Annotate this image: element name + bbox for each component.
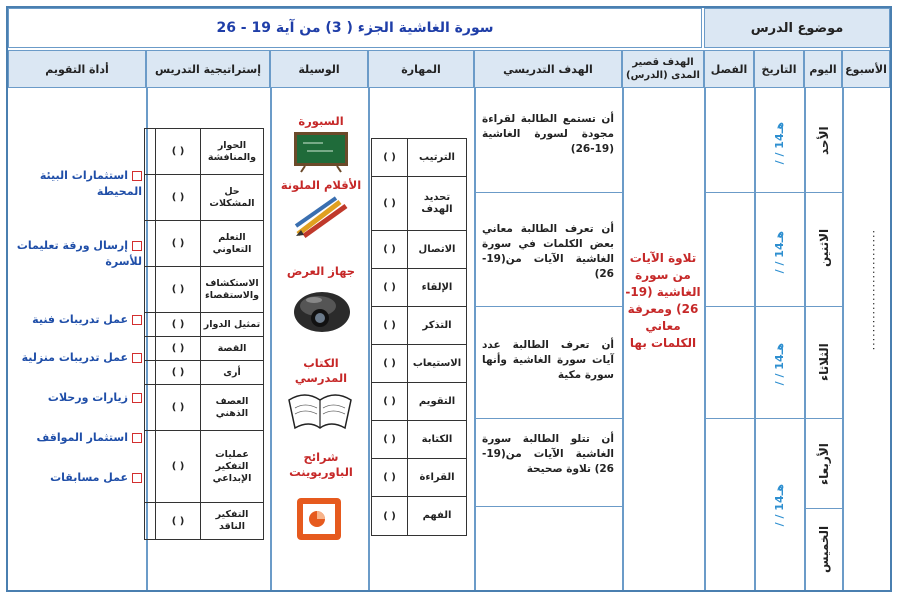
strategy-label: العصف الذهني xyxy=(200,385,263,430)
header-skill: المهارة xyxy=(368,50,474,88)
day-monday: الاثنين xyxy=(817,228,831,268)
skill-checkbox[interactable]: ( ) xyxy=(383,472,396,483)
goal-divider xyxy=(474,306,622,307)
lesson-title: سورة الغاشية الجزء ( 3) من آية 19 - 26 xyxy=(8,8,702,48)
skill-row xyxy=(372,345,466,383)
header-week: الأسبوع xyxy=(842,50,890,88)
skill-label: الإلقاء xyxy=(407,269,466,306)
strategy-label: التفكير الناقد xyxy=(200,503,263,539)
strategy-row xyxy=(145,221,263,267)
checkbox-icon[interactable] xyxy=(132,171,142,181)
date-value: / / 14هـ xyxy=(772,483,786,527)
strategy-row xyxy=(145,175,263,221)
goal-divider xyxy=(474,192,622,193)
evaluation-item[interactable] xyxy=(14,238,142,270)
evaluation-label: عمل مسابقات xyxy=(50,471,128,484)
strategy-checkbox[interactable]: ( ) xyxy=(155,503,200,539)
teaching-goal-3: أن تعرف الطالبة عدد آيات سورة الغاشية وأنها سورة مكية xyxy=(482,339,614,381)
skill-checkbox[interactable]: ( ) xyxy=(383,510,396,522)
teaching-goal-4: أن تتلو الطالبة سورة الغاشية الآيات من(19-26) تلاوة صحيحة xyxy=(482,433,614,475)
strategy-checkbox[interactable]: ( ) xyxy=(155,221,200,266)
short-goal-text: تلاوة الآيات من سورة الغاشية (19-26) ومعرفة معاني الكلمات بها xyxy=(625,251,701,350)
strategy-label: الاستكشاف والاستقصاء xyxy=(200,267,263,312)
strategy-checkbox[interactable]: ( ) xyxy=(155,175,200,220)
evaluation-label: استثمارات البيئة المحيطة xyxy=(39,169,142,198)
date-value: / / 14هـ xyxy=(772,230,786,274)
header-day: اليوم xyxy=(804,50,842,88)
checkbox-icon[interactable] xyxy=(132,353,142,363)
chalkboard-icon xyxy=(293,131,349,173)
skill-label: التقويم xyxy=(407,383,466,420)
skill-row xyxy=(372,139,466,177)
evaluation-item[interactable] xyxy=(14,390,142,406)
day-divider xyxy=(704,306,842,307)
checkbox-icon[interactable] xyxy=(132,393,142,403)
skill-label: الاستيعاب xyxy=(407,345,466,382)
day-divider xyxy=(704,192,842,193)
powerpoint-icon xyxy=(295,494,345,544)
strategy-checkbox[interactable]: ( ) xyxy=(155,313,200,336)
date-field xyxy=(754,204,804,300)
grid-line xyxy=(270,88,272,590)
skill-label: الاتصال xyxy=(407,231,466,268)
teaching-goal-2: أن تعرف الطالبة معاني بعض الكلمات في سورة الغاشية الآيات من(19-26) xyxy=(482,223,614,280)
evaluation-label: زيارات ورحلات xyxy=(47,391,128,404)
evaluation-label: إرسال ورقة تعليمات للأسرة xyxy=(16,239,142,268)
projector-icon xyxy=(290,282,354,336)
skill-checkbox[interactable]: ( ) xyxy=(383,396,396,407)
header-short-goal: الهدف قصير المدى (الدرس) xyxy=(622,50,704,88)
skill-row xyxy=(372,459,466,497)
evaluation-label: عمل تدريبات فنية xyxy=(32,313,128,326)
skill-label: الكتابة xyxy=(407,421,466,458)
skill-checkbox[interactable]: ( ) xyxy=(383,358,396,369)
day-divider xyxy=(704,418,842,419)
tool-textbook-label: الكتاب المدرسي xyxy=(294,356,348,385)
skill-label: الترتيب xyxy=(407,139,466,176)
strategy-checkbox[interactable]: ( ) xyxy=(155,385,200,430)
checkbox-icon[interactable] xyxy=(132,473,142,483)
strategy-label: القصة xyxy=(200,337,263,360)
strategy-label: الحوار والمنافشة xyxy=(200,129,263,174)
skill-checkbox[interactable]: ( ) xyxy=(383,434,396,445)
tool-pens-label: الأقلام الملونة xyxy=(280,178,362,192)
strategy-row xyxy=(145,337,263,361)
colored-pencils-icon xyxy=(292,196,352,238)
grid-line xyxy=(368,88,370,590)
evaluation-item[interactable] xyxy=(14,168,142,200)
skill-row xyxy=(372,177,466,231)
strategy-label: أرى xyxy=(200,361,263,384)
evaluation-label: استثمار المواقف xyxy=(36,431,128,444)
day-sunday: الأحد xyxy=(817,126,831,156)
header-date: التاريخ xyxy=(754,50,804,88)
grid-line xyxy=(704,88,706,590)
header-class: الفصل xyxy=(704,50,754,88)
evaluation-item[interactable] xyxy=(14,350,142,366)
skill-checkbox[interactable]: ( ) xyxy=(383,320,396,331)
strategy-label: حل المشكلات xyxy=(200,175,263,220)
date-field xyxy=(754,430,804,580)
skill-row xyxy=(372,307,466,345)
skill-label: القراءة xyxy=(407,459,466,496)
strategy-checkbox[interactable]: ( ) xyxy=(155,337,200,360)
skill-row xyxy=(372,383,466,421)
skill-row xyxy=(372,497,466,535)
day-wednesday: الأربعاء xyxy=(817,443,831,485)
skill-label: الفهم xyxy=(407,497,466,535)
date-value: / / 14هـ xyxy=(772,342,786,386)
teaching-goal-1: أن تستمع الطالبة لقراءة مجودة لسورة الغاشية (19-26) xyxy=(482,113,614,155)
strategy-row xyxy=(145,385,263,431)
skill-row xyxy=(372,231,466,269)
strategy-checkbox[interactable]: ( ) xyxy=(155,267,200,312)
strategy-row xyxy=(145,267,263,313)
header-teaching-goal: الهدف التدريسي xyxy=(474,50,622,88)
strategy-checkbox[interactable]: ( ) xyxy=(155,129,200,174)
evaluation-item[interactable] xyxy=(14,470,142,486)
goal-divider xyxy=(474,418,622,419)
checkbox-icon[interactable] xyxy=(132,433,142,443)
open-book-icon xyxy=(285,378,355,436)
date-value: / / 14هـ xyxy=(772,121,786,165)
skill-label: تحديد الهدف xyxy=(407,177,466,230)
skill-row xyxy=(372,269,466,307)
skills-table xyxy=(371,138,467,536)
tool-slides-label: شرائح الباوربوينت xyxy=(289,450,353,479)
strategy-checkbox[interactable]: ( ) xyxy=(155,361,200,384)
date-field xyxy=(754,98,804,188)
strategies-table xyxy=(144,128,264,540)
evaluation-item[interactable] xyxy=(14,430,142,446)
tool-projector-label: جهاز العرض xyxy=(286,264,356,278)
skill-checkbox[interactable]: ( ) xyxy=(383,282,396,293)
strategy-checkbox[interactable]: ( ) xyxy=(155,431,200,502)
goal-divider xyxy=(474,506,622,507)
tool-board-label: السبورة xyxy=(298,114,344,128)
day-thursday: الخميس xyxy=(817,525,831,573)
skill-checkbox[interactable]: ( ) xyxy=(383,152,396,163)
header-evaluation: أداة التقويم xyxy=(8,50,146,88)
checkbox-icon[interactable] xyxy=(132,315,142,325)
skill-label: التذكر xyxy=(407,307,466,344)
strategy-row xyxy=(145,313,263,337)
header-strategy: إستراتيجية التدريس xyxy=(146,50,270,88)
day-tuesday: الثلاثاء xyxy=(817,343,831,381)
date-field xyxy=(754,316,804,412)
skill-checkbox[interactable]: ( ) xyxy=(383,198,396,209)
evaluation-label: عمل تدريبات منزلية xyxy=(21,351,128,364)
day-divider xyxy=(804,508,842,509)
strategy-label: عمليات التفكير الإبداعي xyxy=(200,431,263,502)
strategy-row xyxy=(145,431,263,503)
strategy-row xyxy=(145,361,263,385)
week-value: ........................... xyxy=(870,230,883,352)
grid-line xyxy=(842,88,844,590)
evaluation-item[interactable] xyxy=(14,312,142,328)
strategy-row xyxy=(145,503,263,539)
checkbox-icon[interactable] xyxy=(132,241,142,251)
header-tool: الوسيلة xyxy=(270,50,368,88)
strategy-label: التعلم التعاوني xyxy=(200,221,263,266)
skill-checkbox[interactable]: ( ) xyxy=(383,244,396,255)
topic-label: موضوع الدرس xyxy=(704,8,890,48)
strategy-label: تمثيل الدوار xyxy=(200,313,263,336)
skill-row xyxy=(372,421,466,459)
strategy-row xyxy=(145,129,263,175)
